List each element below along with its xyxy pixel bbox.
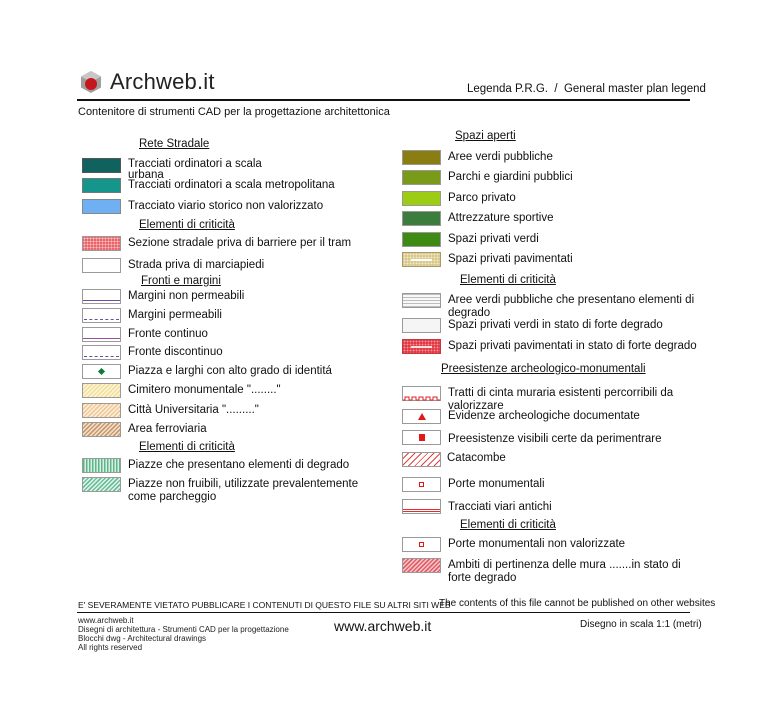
legend-label: Ambiti di pertinenza delle mura .......in stato di forte degrado bbox=[448, 559, 681, 584]
section-header: Elementi di criticità bbox=[460, 519, 556, 531]
swatch-solid bbox=[402, 211, 441, 226]
legend-item bbox=[82, 289, 244, 304]
legend-label: Parchi e giardini pubblici bbox=[448, 171, 573, 183]
legend-label: Tratti di cinta muraria esistenti percorribili da valorizzare bbox=[448, 387, 674, 412]
filled-square-icon bbox=[419, 434, 425, 441]
section-header: Elementi di criticità bbox=[139, 441, 235, 453]
legend-label: Città Universitaria "........." bbox=[128, 404, 259, 416]
swatch-solid bbox=[402, 170, 441, 185]
swatch-double-line bbox=[402, 499, 441, 514]
legend-label: Area ferroviaria bbox=[128, 423, 207, 435]
legend-label: Aree verdi pubbliche che presentano elementi di degrado bbox=[448, 294, 695, 319]
legend-item bbox=[402, 293, 698, 320]
legend-label: Spazi privati verdi in stato di forte degrado bbox=[448, 319, 663, 331]
footer-url-link[interactable]: www.archweb.it bbox=[334, 618, 432, 634]
swatch-line-solid bbox=[82, 289, 121, 304]
legend-item bbox=[402, 232, 539, 247]
swatch-line-dashed bbox=[82, 308, 121, 323]
legend-item bbox=[402, 409, 640, 424]
legend-label: Evidenze archeologiche documentate bbox=[448, 410, 640, 422]
footer-info-line: Disegni di architettura - Strumenti CAD per la progettazione bbox=[78, 625, 289, 634]
swatch-diamond bbox=[82, 364, 121, 379]
legend-item bbox=[82, 178, 335, 193]
legend-label: Catacombe bbox=[447, 452, 506, 464]
legend-item bbox=[82, 477, 368, 504]
swatch-paved bbox=[402, 252, 441, 267]
swatch-solid bbox=[402, 232, 441, 247]
hollow-square-icon bbox=[419, 542, 424, 547]
footer-info bbox=[78, 616, 289, 652]
header-rule bbox=[77, 99, 690, 101]
legend-item bbox=[82, 236, 351, 251]
section-header: Spazi aperti bbox=[455, 130, 516, 142]
swatch-hatch bbox=[82, 477, 121, 492]
triangle-icon bbox=[418, 413, 426, 420]
footer-info-line: All rights reserved bbox=[78, 643, 143, 652]
swatch-hatch-red-wide bbox=[402, 452, 441, 467]
legend-item bbox=[402, 558, 698, 585]
swatch-hollow-square bbox=[402, 477, 441, 492]
logo[interactable] bbox=[79, 69, 215, 95]
legend-label: Margini non permeabili bbox=[128, 290, 245, 302]
swatch-triangle bbox=[402, 409, 441, 424]
legend-item bbox=[402, 430, 661, 446]
section-header: Preesistenze archeologico-monumentali bbox=[441, 363, 646, 375]
swatch-paved-red bbox=[402, 339, 441, 354]
footer-info-line: www.archweb.it bbox=[78, 616, 134, 625]
subtitle: Contenitore di strumenti CAD per la progettazione architettonica bbox=[78, 106, 390, 118]
legend-item bbox=[402, 339, 697, 354]
legend-label: Tracciato viario storico non valorizzato bbox=[128, 200, 324, 212]
legend-item bbox=[82, 364, 332, 379]
legend-item bbox=[82, 308, 222, 323]
swatch-line-dashed bbox=[82, 345, 121, 360]
legend-label: Attrezzature sportive bbox=[448, 212, 554, 224]
swatch-solid bbox=[82, 199, 121, 214]
logo-text: Archweb.it bbox=[110, 69, 215, 94]
legend-label: Porte monumentali non valorizzate bbox=[448, 538, 626, 550]
section-header: Elementi di criticità bbox=[460, 274, 556, 286]
legend-item bbox=[82, 403, 259, 418]
legend-item bbox=[402, 318, 663, 333]
swatch-square bbox=[402, 430, 441, 445]
legend-item bbox=[82, 199, 323, 214]
legend-item bbox=[402, 252, 573, 267]
legend-item bbox=[402, 211, 553, 226]
swatch-solid bbox=[402, 191, 441, 206]
swatch-vlines bbox=[82, 458, 121, 473]
legend-item bbox=[82, 383, 281, 398]
legend-label: Piazza e larghi con alto grado di identitá bbox=[128, 365, 332, 377]
legend-label: Parco privato bbox=[448, 192, 516, 204]
legend-label: Strada priva di marciapiedi bbox=[128, 259, 265, 271]
legend-label: Tracciati viari antichi bbox=[448, 501, 552, 513]
swatch-solid bbox=[82, 158, 121, 173]
legend-label: Sezione stradale priva di barriere per il tram bbox=[128, 237, 352, 249]
swatch-hollow-square bbox=[402, 537, 441, 552]
legend-title: Legenda P.R.G. / General master plan legend bbox=[467, 83, 706, 95]
legend-item bbox=[402, 537, 625, 552]
copyright-warning-it: E' SEVERAMENTE VIETATO PUBBLICARE I CONTENUTI DI QUESTO FILE SU ALTRI SITI WEB bbox=[78, 600, 451, 610]
swatch-brick bbox=[402, 293, 441, 308]
swatch-hatch bbox=[82, 422, 121, 437]
footer-rule bbox=[77, 612, 690, 613]
swatch-solid bbox=[402, 150, 441, 165]
hollow-square-icon bbox=[419, 482, 424, 487]
legend-label: Aree verdi pubbliche bbox=[448, 151, 553, 163]
legend-label: Spazi privati verdi bbox=[448, 233, 539, 245]
swatch-hatch bbox=[82, 383, 121, 398]
copyright-warning-en: The contents of this file cannot be published on other websites bbox=[439, 598, 716, 609]
legend-item bbox=[82, 327, 208, 342]
swatch-hatch-red bbox=[402, 558, 441, 573]
section-header: Fronti e margini bbox=[141, 275, 221, 287]
section-header: Rete Stradale bbox=[139, 138, 210, 150]
swatch-solid bbox=[82, 178, 121, 193]
swatch-line-solid bbox=[82, 327, 121, 342]
drawing-scale: Disegno in scala 1:1 (metri) bbox=[580, 619, 702, 630]
legend-item bbox=[402, 477, 545, 492]
legend-label: Piazze non fruibili, utilizzate prevalentemente come parcheggio bbox=[128, 478, 359, 503]
legend-item bbox=[82, 345, 223, 360]
legend-label: Porte monumentali bbox=[448, 478, 545, 490]
legend-item bbox=[402, 191, 516, 206]
legend-label: Fronte continuo bbox=[128, 328, 208, 340]
legend-label: Tracciati ordinatori a scala metropolitana bbox=[128, 179, 335, 191]
legend-item bbox=[402, 499, 552, 514]
section-header: Elementi di criticità bbox=[139, 219, 235, 231]
legend-item bbox=[402, 150, 553, 165]
legend-label: Margini permeabili bbox=[128, 309, 222, 321]
legend-item bbox=[402, 170, 573, 185]
swatch-dotted bbox=[82, 236, 121, 251]
legend-label: Tracciati ordinatori a scala urbana bbox=[128, 158, 262, 181]
legend-label: Spazi privati pavimentati bbox=[448, 253, 573, 265]
footer-info-line: Blocchi dwg - Architectural drawings bbox=[78, 634, 207, 643]
legend-label: Cimitero monumentale "........" bbox=[128, 384, 281, 396]
archweb-cube-icon bbox=[79, 70, 103, 94]
diamond-icon bbox=[98, 368, 105, 375]
legend-item bbox=[82, 422, 207, 437]
legend-item bbox=[82, 458, 349, 473]
swatch-wall bbox=[402, 386, 441, 401]
legend-label: Piazze che presentano elementi di degrado bbox=[128, 459, 350, 471]
swatch-hatch bbox=[82, 403, 121, 418]
legend-label: Fronte discontinuo bbox=[128, 346, 223, 358]
swatch-light bbox=[402, 318, 441, 333]
legend-item bbox=[402, 452, 506, 467]
legend-label: Spazi privati pavimentati in stato di forte degrado bbox=[448, 340, 697, 352]
legend-label: Preesistenze visibili certe da perimentrare bbox=[448, 433, 662, 445]
legend-item bbox=[82, 258, 264, 273]
swatch-empty bbox=[82, 258, 121, 273]
